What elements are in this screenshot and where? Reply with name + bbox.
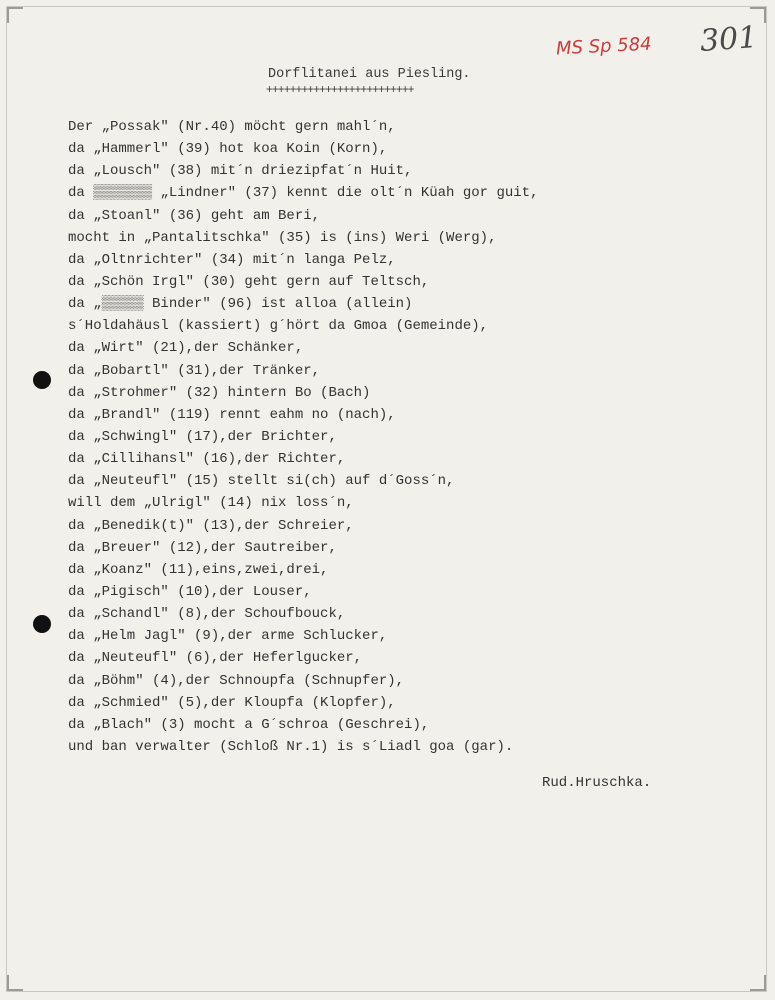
poem-line: da „Blach" (3) mocht a G´schroa (Geschrei), xyxy=(68,716,430,733)
folio-number: 301 xyxy=(698,20,759,59)
poem-line: will dem „Ulrigl" (14) nix loss´n, xyxy=(68,495,354,512)
poem-line: da „Cillihansl" (16),der Richter, xyxy=(68,451,346,468)
poem-line: da „▒▒▒▒▒ Binder" (96) ist alloa (allein) xyxy=(68,296,413,313)
poem-line: da „Bobartl" (31),der Tränker, xyxy=(68,362,321,379)
poem-line: da „Hammerl" (39) hot koa Koin (Korn), xyxy=(68,141,388,158)
poem-line: da „Böhm" (4),der Schnoupfa (Schnupfer), xyxy=(68,672,405,689)
poem-line: da „Wirt" (21),der Schänker, xyxy=(68,340,304,357)
frame-corner-bottom-right xyxy=(750,975,766,991)
poem-line: da „Schön Irgl" (30) geht gern auf Teltsch, xyxy=(68,273,430,290)
poem-line: da „Pigisch" (10),der Louser, xyxy=(68,583,312,600)
poem-title: Dorflitanei aus Piesling. xyxy=(268,67,471,82)
poem-line: mocht in „Pantalitschka" (35) is (ins) Weri (Werg), xyxy=(68,229,497,246)
frame-corner-top-left xyxy=(7,7,23,23)
poem-line: da „Neuteufl" (6),der Heferlgucker, xyxy=(68,650,363,667)
shelfmark-annotation: MS Sp 584 xyxy=(555,33,653,60)
poem-line: da ▒▒▒▒▒▒▒ „Lindner" (37) kennt die olt´n Küah gor guit, xyxy=(68,185,539,202)
poem-line: und ban verwalter (Schloß Nr.1) is s´Liadl goa (gar). xyxy=(68,738,514,755)
poem-line: da „Lousch" (38) mit´n driezipfat´n Huit, xyxy=(68,163,413,180)
poem-line: da „Schandl" (8),der Schoufbouck, xyxy=(68,606,346,623)
poem-line: da „Benedik(t)" (13),der Schreier, xyxy=(68,517,354,534)
poem-line: da „Strohmer" (32) hintern Bo (Bach) xyxy=(68,384,371,401)
poem-line: da „Stoanl" (36) geht am Beri, xyxy=(68,207,321,224)
poem-line: da „Koanz" (11),eins,zwei,drei, xyxy=(68,561,329,578)
frame-corner-bottom-left xyxy=(7,975,23,991)
author-signature: Rud.Hruschka. xyxy=(542,775,652,791)
title-underline: +++++++++++++++++++++++++ xyxy=(266,84,414,97)
poem-line: da „Schmied" (5),der Kloupfa (Klopfer), xyxy=(68,694,396,711)
poem-line: Der „Possak" (Nr.40) möcht gern mahl´n, xyxy=(68,119,396,135)
punch-hole-lower xyxy=(33,615,51,633)
punch-hole-upper xyxy=(33,371,51,389)
poem-line: da „Schwingl" (17),der Brichter, xyxy=(68,428,337,445)
poem-line: da „Helm Jagl" (9),der arme Schlucker, xyxy=(68,628,388,645)
poem-line: da „Neuteufl" (15) stellt si(ch) auf d´Goss´n, xyxy=(68,473,455,490)
poem-line: da „Oltnrichter" (34) mit´n langa Pelz, xyxy=(68,251,396,268)
poem-line: da „Brandl" (119) rennt eahm no (nach), xyxy=(68,406,396,423)
poem-line: s´Holdahäusl (kassiert) g´hört da Gmoa (Gemeinde), xyxy=(68,318,489,335)
poem-line: da „Breuer" (12),der Sautreiber, xyxy=(68,539,337,556)
poem-body xyxy=(68,116,538,758)
